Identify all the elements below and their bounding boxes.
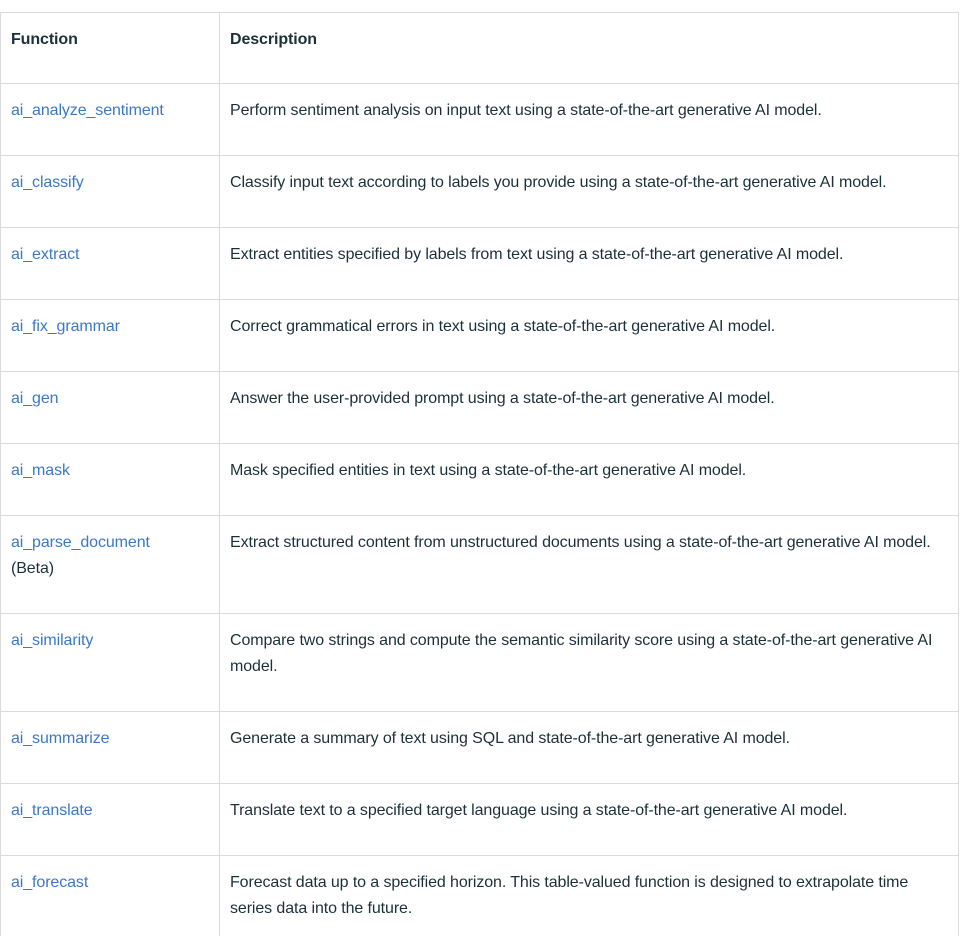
column-header-function: Function (1, 13, 220, 84)
function-description: Forecast data up to a specified horizon. This table-valued function is designed to extrapolate time series data into the future. (220, 856, 959, 936)
function-beta-suffix: (Beta) (11, 560, 54, 577)
function-link[interactable]: ai_translate (11, 802, 93, 819)
function-description: Generate a summary of text using SQL and state-of-the-art generative AI model. (220, 712, 959, 784)
function-link[interactable]: ai_summarize (11, 730, 110, 747)
function-cell (1, 614, 220, 712)
function-cell (1, 712, 220, 784)
table-row (1, 156, 959, 228)
table-row (1, 228, 959, 300)
table-row (1, 712, 959, 784)
function-description: Compare two strings and compute the semantic similarity score using a state-of-the-art generative AI model. (220, 614, 959, 712)
table-row (1, 516, 959, 614)
ai-functions-table (0, 12, 959, 936)
functions-table-container (0, 12, 960, 936)
header-row (1, 13, 959, 84)
function-description: Mask specified entities in text using a state-of-the-art generative AI model. (220, 444, 959, 516)
table-row (1, 614, 959, 712)
function-description: Correct grammatical errors in text using a state-of-the-art generative AI model. (220, 300, 959, 372)
function-link[interactable]: ai_gen (11, 390, 59, 407)
table-row (1, 372, 959, 444)
function-link[interactable]: ai_forecast (11, 874, 89, 891)
function-cell (1, 856, 220, 936)
function-cell (1, 156, 220, 228)
function-description: Answer the user-provided prompt using a state-of-the-art generative AI model. (220, 372, 959, 444)
function-cell (1, 372, 220, 444)
table-row (1, 300, 959, 372)
table-row (1, 856, 959, 936)
function-cell (1, 228, 220, 300)
table-row (1, 444, 959, 516)
function-description: Classify input text according to labels you provide using a state-of-the-art generative AI model. (220, 156, 959, 228)
function-link[interactable]: ai_analyze_sentiment (11, 102, 164, 119)
function-link[interactable]: ai_classify (11, 174, 84, 191)
function-cell (1, 84, 220, 156)
function-description: Translate text to a specified target language using a state-of-the-art generative AI model. (220, 784, 959, 856)
function-link[interactable]: ai_mask (11, 462, 70, 479)
function-cell (1, 516, 220, 614)
function-link[interactable]: ai_extract (11, 246, 80, 263)
function-description: Perform sentiment analysis on input text using a state-of-the-art generative AI model. (220, 84, 959, 156)
function-link[interactable]: ai_similarity (11, 632, 94, 649)
function-description: Extract structured content from unstructured documents using a state-of-the-art generative AI model. (220, 516, 959, 614)
function-link[interactable]: ai_parse_document (11, 534, 150, 551)
table-row (1, 784, 959, 856)
column-header-description: Description (220, 13, 959, 84)
function-cell (1, 300, 220, 372)
function-description: Extract entities specified by labels from text using a state-of-the-art generative AI model. (220, 228, 959, 300)
function-cell (1, 444, 220, 516)
function-link[interactable]: ai_fix_grammar (11, 318, 120, 335)
function-cell (1, 784, 220, 856)
table-row (1, 84, 959, 156)
